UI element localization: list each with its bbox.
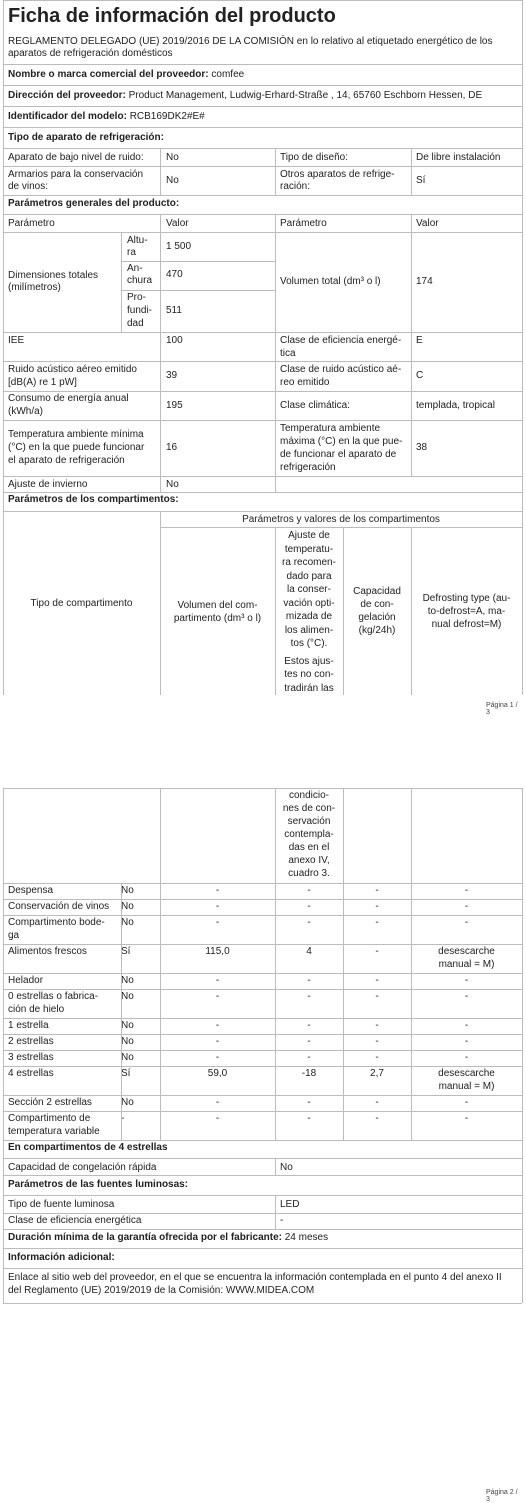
compartment-defrost: - (464, 1020, 469, 1031)
compartment-capacity: - (375, 975, 379, 986)
width-label-b: chura (127, 275, 153, 286)
compartment-present: No (121, 1097, 134, 1108)
fast-freeze-value: No (280, 1162, 293, 1173)
other-appliances-value: Sí (416, 175, 426, 186)
page-number-1: Página 1 / 3 (486, 702, 518, 716)
min-temp-label-a: Temperatura ambiente mínima (8, 429, 144, 440)
noise-class-label-b: reo emitido (280, 377, 330, 388)
warranty-row (8, 1232, 328, 1244)
table-row-divider (3, 1018, 522, 1019)
other-appliances-label-b: ración: (280, 181, 311, 192)
height-value: 1 500 (166, 241, 192, 252)
compartment-volume: - (215, 1020, 220, 1031)
total-volume-label: Volumen total (dm³ o l) (280, 276, 381, 287)
table-row-divider (3, 944, 522, 945)
min-temp-value: 16 (166, 442, 178, 453)
supplier-row (8, 69, 244, 81)
comp-temp-header-line: ra recomen- (282, 557, 336, 568)
comp-volume-header-b: partimento (dm³ o l) (173, 613, 262, 624)
warranty-label: Duración mínima de la garantía ofrecida por el fabricante: (8, 1232, 282, 1243)
comp-temp-header-line: servación (287, 816, 331, 827)
compartment-capacity: - (375, 1113, 379, 1124)
light-class-label: Clase de eficiencia energética (8, 1215, 142, 1226)
compartment-temperature: - (307, 885, 311, 896)
max-temp-label-c: de funcionar el aparato de (280, 449, 397, 460)
wine-cabinet-label-b: de vinos: (8, 181, 49, 192)
total-volume-value: 174 (416, 276, 433, 287)
compartment-name: Despensa (8, 885, 54, 896)
compartment-present: Sí (121, 946, 131, 957)
address-label: Dirección del proveedor: (8, 90, 126, 101)
compartment-volume: - (215, 975, 220, 986)
compartment-temperature: - (307, 975, 311, 986)
compartment-name: temperatura variable (8, 1126, 100, 1137)
comp-volume-header-a: Volumen del com- (177, 600, 258, 611)
energy-class-label-a: Clase de eficiencia energé- (280, 335, 402, 346)
table-row-divider (3, 1140, 522, 1141)
energy-consumption-label-a: Consumo de energía anual (8, 393, 129, 404)
compartment-name: Conservación de vinos (8, 901, 110, 912)
param-header-1: Parámetro (8, 218, 55, 229)
compartment-name: Compartimento de (8, 1113, 91, 1124)
table-row-divider (3, 1066, 522, 1067)
compartment-present: Sí (121, 1068, 131, 1079)
max-temp-label-b: máxima (°C) en la que pue- (280, 436, 403, 447)
compartment-volume: - (215, 885, 220, 896)
model-row (8, 111, 205, 123)
appliance-type-heading: Tipo de aparato de refrigeración: (8, 132, 164, 143)
warranty-value: 24 meses (284, 1232, 329, 1243)
comp-temp-header-line: tes no con- (284, 669, 334, 680)
comp-temp-header-line: anexo IV, (288, 855, 330, 866)
comp-temp-header-line: mizada de (285, 611, 333, 622)
supplier-value: comfee (211, 69, 245, 80)
table-column-divider (343, 883, 344, 1140)
compartment-temperature: - (307, 991, 311, 1002)
compartment-name: ción de hielo (8, 1004, 65, 1015)
noise-class-label-a: Clase de ruido acústico aé- (280, 364, 402, 375)
link-text-a: Enlace al sitio web del proveedor, en el que se encuentra la información contemplada en el punto 4 del anexo II (8, 1272, 502, 1283)
compartment-present: No (121, 991, 134, 1002)
comp-defrost-header-line: Defrosting type (au- (422, 593, 511, 604)
compartment-name: Alimentos frescos (8, 946, 87, 957)
iee-value: 100 (166, 335, 183, 346)
table-row-divider (3, 973, 522, 974)
compartment-name: Sección 2 estrellas (8, 1097, 92, 1108)
compartment-temperature: - (307, 917, 311, 928)
comp-type-header: Tipo de compartimento (30, 598, 133, 609)
compartment-volume: 115,0 (205, 946, 230, 957)
compartment-capacity: - (375, 885, 379, 896)
compartment-defrost: - (464, 1036, 469, 1047)
comp-temp-header-line: los alimen- (284, 624, 334, 636)
compartment-defrost: - (464, 991, 469, 1002)
design-type-label: Tipo de diseño: (280, 152, 349, 163)
compartment-defrost: desescarche (438, 1068, 495, 1079)
address-value: Product Management, Ludwig-Erhard-Straße , 14, 65760 Eschborn Hessen, DE (128, 90, 483, 101)
compartment-present: No (121, 1052, 134, 1063)
comp-temp-header-line: tradirán las (284, 682, 334, 694)
compartment-volume: 59,0 (207, 1068, 228, 1079)
depth-value: 511 (166, 305, 182, 316)
table-row-divider (3, 1034, 522, 1035)
compartment-temperature: - (307, 901, 311, 912)
compartment-name: Helador (8, 975, 44, 986)
compartment-name: Compartimento bode- (8, 917, 105, 928)
compartment-present: No (121, 975, 134, 986)
noise-value: 39 (166, 370, 178, 381)
iee-label: IEE (8, 335, 25, 346)
compartment-volume: - (215, 991, 220, 1002)
comp-temp-header-line: tos (°C). (290, 638, 328, 649)
compartment-capacity: - (375, 1052, 379, 1063)
compartment-defrost: - (464, 901, 469, 912)
compartment-capacity: - (375, 1097, 379, 1108)
noise-class-value: C (416, 370, 424, 381)
light-type-value: LED (280, 1199, 300, 1210)
additional-heading: Información adicional: (8, 1252, 115, 1263)
max-temp-value: 38 (416, 442, 428, 453)
width-value: 470 (166, 269, 183, 280)
page-1 (3, 0, 522, 720)
comp-temp-header-line: Estos ajus- (284, 655, 334, 667)
compartment-volume: - (215, 1097, 220, 1108)
compartment-name: 2 estrellas (8, 1036, 54, 1047)
other-appliances-label-a: Otros aparatos de refrige- (280, 169, 395, 180)
comp-temp-header-line: Ajuste de (288, 530, 330, 541)
noise-label-b: [dB(A) re 1 pW] (8, 377, 77, 388)
light-type-label: Tipo de fuente luminosa (8, 1199, 115, 1210)
fast-freeze-label: Capacidad de congelación rápida (8, 1162, 157, 1173)
compartment-present: - (121, 1113, 125, 1124)
low-noise-label: Aparato de bajo nivel de ruido: (8, 152, 144, 163)
light-heading: Parámetros de las fuentes luminosas: (8, 1179, 189, 1190)
comp-temp-header-line: dado para (286, 570, 332, 582)
table-row-divider (3, 1111, 522, 1112)
compartment-capacity: - (375, 1036, 379, 1047)
max-temp-label-a: Temperatura ambiente (280, 423, 381, 434)
min-temp-label-b: (°C) en la que puede funcionar (8, 442, 145, 453)
table-row-divider (3, 915, 522, 916)
noise-label-a: Ruido acústico aéreo emitido (8, 364, 137, 375)
height-label-a: Altu- (127, 235, 148, 246)
compartment-volume: - (215, 917, 220, 928)
compartment-volume: - (215, 1052, 220, 1063)
model-label: Identificador del modelo: (8, 111, 127, 122)
compartment-present: No (121, 1020, 134, 1031)
compartment-volume: - (215, 1036, 220, 1047)
climate-class-label: Clase climática: (280, 400, 351, 411)
compartment-defrost: - (464, 1113, 469, 1124)
energy-consumption-value: 195 (166, 400, 183, 411)
link-text-b: del Reglamento (UE) 2019/2019 de la Comisión: WWW.MIDEA.COM (8, 1285, 315, 1296)
compartment-present: No (121, 1036, 134, 1047)
comp-capacity-header-line: gelación (358, 612, 396, 623)
compartment-capacity: - (375, 991, 379, 1002)
supplier-label: Nombre o marca comercial del proveedor: (8, 69, 209, 80)
dimensions-label-a: Dimensiones totales (8, 270, 99, 281)
compartment-present: No (121, 917, 134, 928)
climate-class-value: templada, tropical (416, 400, 495, 411)
depth-label-b: fundi- (127, 305, 153, 316)
compartment-capacity: - (375, 917, 379, 928)
energy-consumption-label-b: (kWh/a) (8, 406, 43, 417)
dimensions-label-b: (milímetros) (8, 282, 61, 293)
document-title: Ficha de información del producto (8, 5, 336, 27)
regulation-text: REGLAMENTO DELEGADO (UE) 2019/2016 DE LA COMISIÓN en lo relativo al etiquetado energético de los aparatos de refrigeración domésticos (8, 36, 493, 59)
comp-capacity-header-line: Capacidad (353, 586, 401, 597)
address-row (8, 90, 482, 102)
comp-capacity-header-line: (kg/24h) (358, 625, 396, 636)
comp-temp-header-line: contempla- (284, 829, 334, 840)
comp-temp-header-line: la conser- (287, 584, 331, 595)
compartment-name: ga (8, 930, 20, 941)
table-column-divider (411, 883, 412, 1140)
compartment-capacity: 2,7 (370, 1068, 384, 1079)
compartment-temperature: - (307, 1097, 311, 1108)
compartment-temperature: 4 (306, 946, 312, 957)
depth-label-c: dad (127, 318, 144, 329)
max-temp-label-d: refrigeración (280, 462, 336, 473)
value-header-1: Valor (166, 218, 189, 229)
comp-defrost-header-line: nual defrost=M) (431, 619, 502, 630)
light-class-value: - (280, 1215, 284, 1226)
page-number-2: Página 2 / 3 (486, 1489, 518, 1503)
four-star-heading: En compartimentos de 4 estrellas (8, 1142, 168, 1153)
compartment-defrost: - (464, 885, 469, 896)
compartment-defrost: manual = M) (438, 959, 495, 970)
compartment-name: 0 estrellas o fabrica- (8, 991, 99, 1002)
compartment-temperature: - (307, 1036, 311, 1047)
value-header-2: Valor (416, 218, 439, 229)
comp-temp-header-line: condicio- (288, 790, 330, 801)
energy-class-label-b: tica (280, 348, 296, 359)
comp-temp-header-line: vación opti- (283, 597, 335, 609)
compartment-name: 3 estrellas (8, 1052, 54, 1063)
comp-temp-header-line: cuadro 3. (288, 868, 330, 879)
compartment-temperature: -18 (301, 1068, 317, 1079)
width-label-a: An- (127, 263, 143, 274)
model-value: RCB169DK2#E# (129, 111, 205, 122)
compartment-capacity: - (375, 946, 379, 957)
compartment-temperature: - (307, 1052, 311, 1063)
comp-group-header: Parámetros y valores de los compartimentos (242, 514, 440, 525)
table-column-divider (160, 883, 161, 1140)
compartment-present: No (121, 901, 134, 912)
compartment-volume: - (215, 1113, 220, 1124)
comp-capacity-header-line: de con- (360, 599, 394, 610)
compartment-defrost: - (464, 917, 469, 928)
depth-label-a: Pro- (127, 292, 146, 303)
comp-temp-header-line: nes de con- (282, 803, 336, 814)
compartment-temperature: - (307, 1020, 311, 1031)
comp-defrost-header-line: to-defrost=A, ma- (427, 606, 506, 617)
low-noise-value: No (166, 152, 179, 163)
comp-temp-header-line: temperatu- (284, 543, 334, 555)
compartment-defrost: - (464, 1052, 469, 1063)
table-column-divider (275, 883, 276, 1140)
page-2 (3, 788, 522, 1503)
table-row-divider (3, 1095, 522, 1096)
table-row-divider (3, 899, 522, 900)
compartment-present: No (121, 885, 134, 896)
compartment-defrost: desescarche (438, 946, 495, 957)
compartment-name: 1 estrella (8, 1020, 49, 1031)
compartment-temperature: - (307, 1113, 311, 1124)
compartment-defrost: manual = M) (438, 1081, 495, 1092)
wine-cabinet-label-a: Armarios para la conservación (8, 169, 144, 180)
winter-label: Ajuste de invierno (8, 479, 88, 490)
winter-value: No (166, 479, 179, 490)
compartment-volume: - (215, 901, 220, 912)
design-type-value: De libre instalación (416, 152, 501, 163)
param-header-2: Parámetro (280, 218, 327, 229)
table-row-divider (3, 989, 522, 990)
compartment-defrost: - (464, 975, 469, 986)
energy-class-value: E (416, 335, 423, 346)
compartment-capacity: - (375, 1020, 379, 1031)
compartment-capacity: - (375, 901, 379, 912)
general-heading: Parámetros generales del producto: (8, 198, 180, 209)
compartment-defrost: - (464, 1097, 469, 1108)
min-temp-label-c: el aparato de refrigeración (8, 455, 125, 466)
wine-cabinet-value: No (166, 175, 179, 186)
height-label-b: ra (127, 247, 136, 258)
compartment-name: 4 estrellas (8, 1068, 54, 1079)
compartments-heading: Parámetros de los compartimentos: (8, 494, 179, 505)
table-column-divider (121, 883, 122, 1140)
comp-temp-header-line: das en el (288, 842, 330, 853)
table-row-divider (3, 1050, 522, 1051)
